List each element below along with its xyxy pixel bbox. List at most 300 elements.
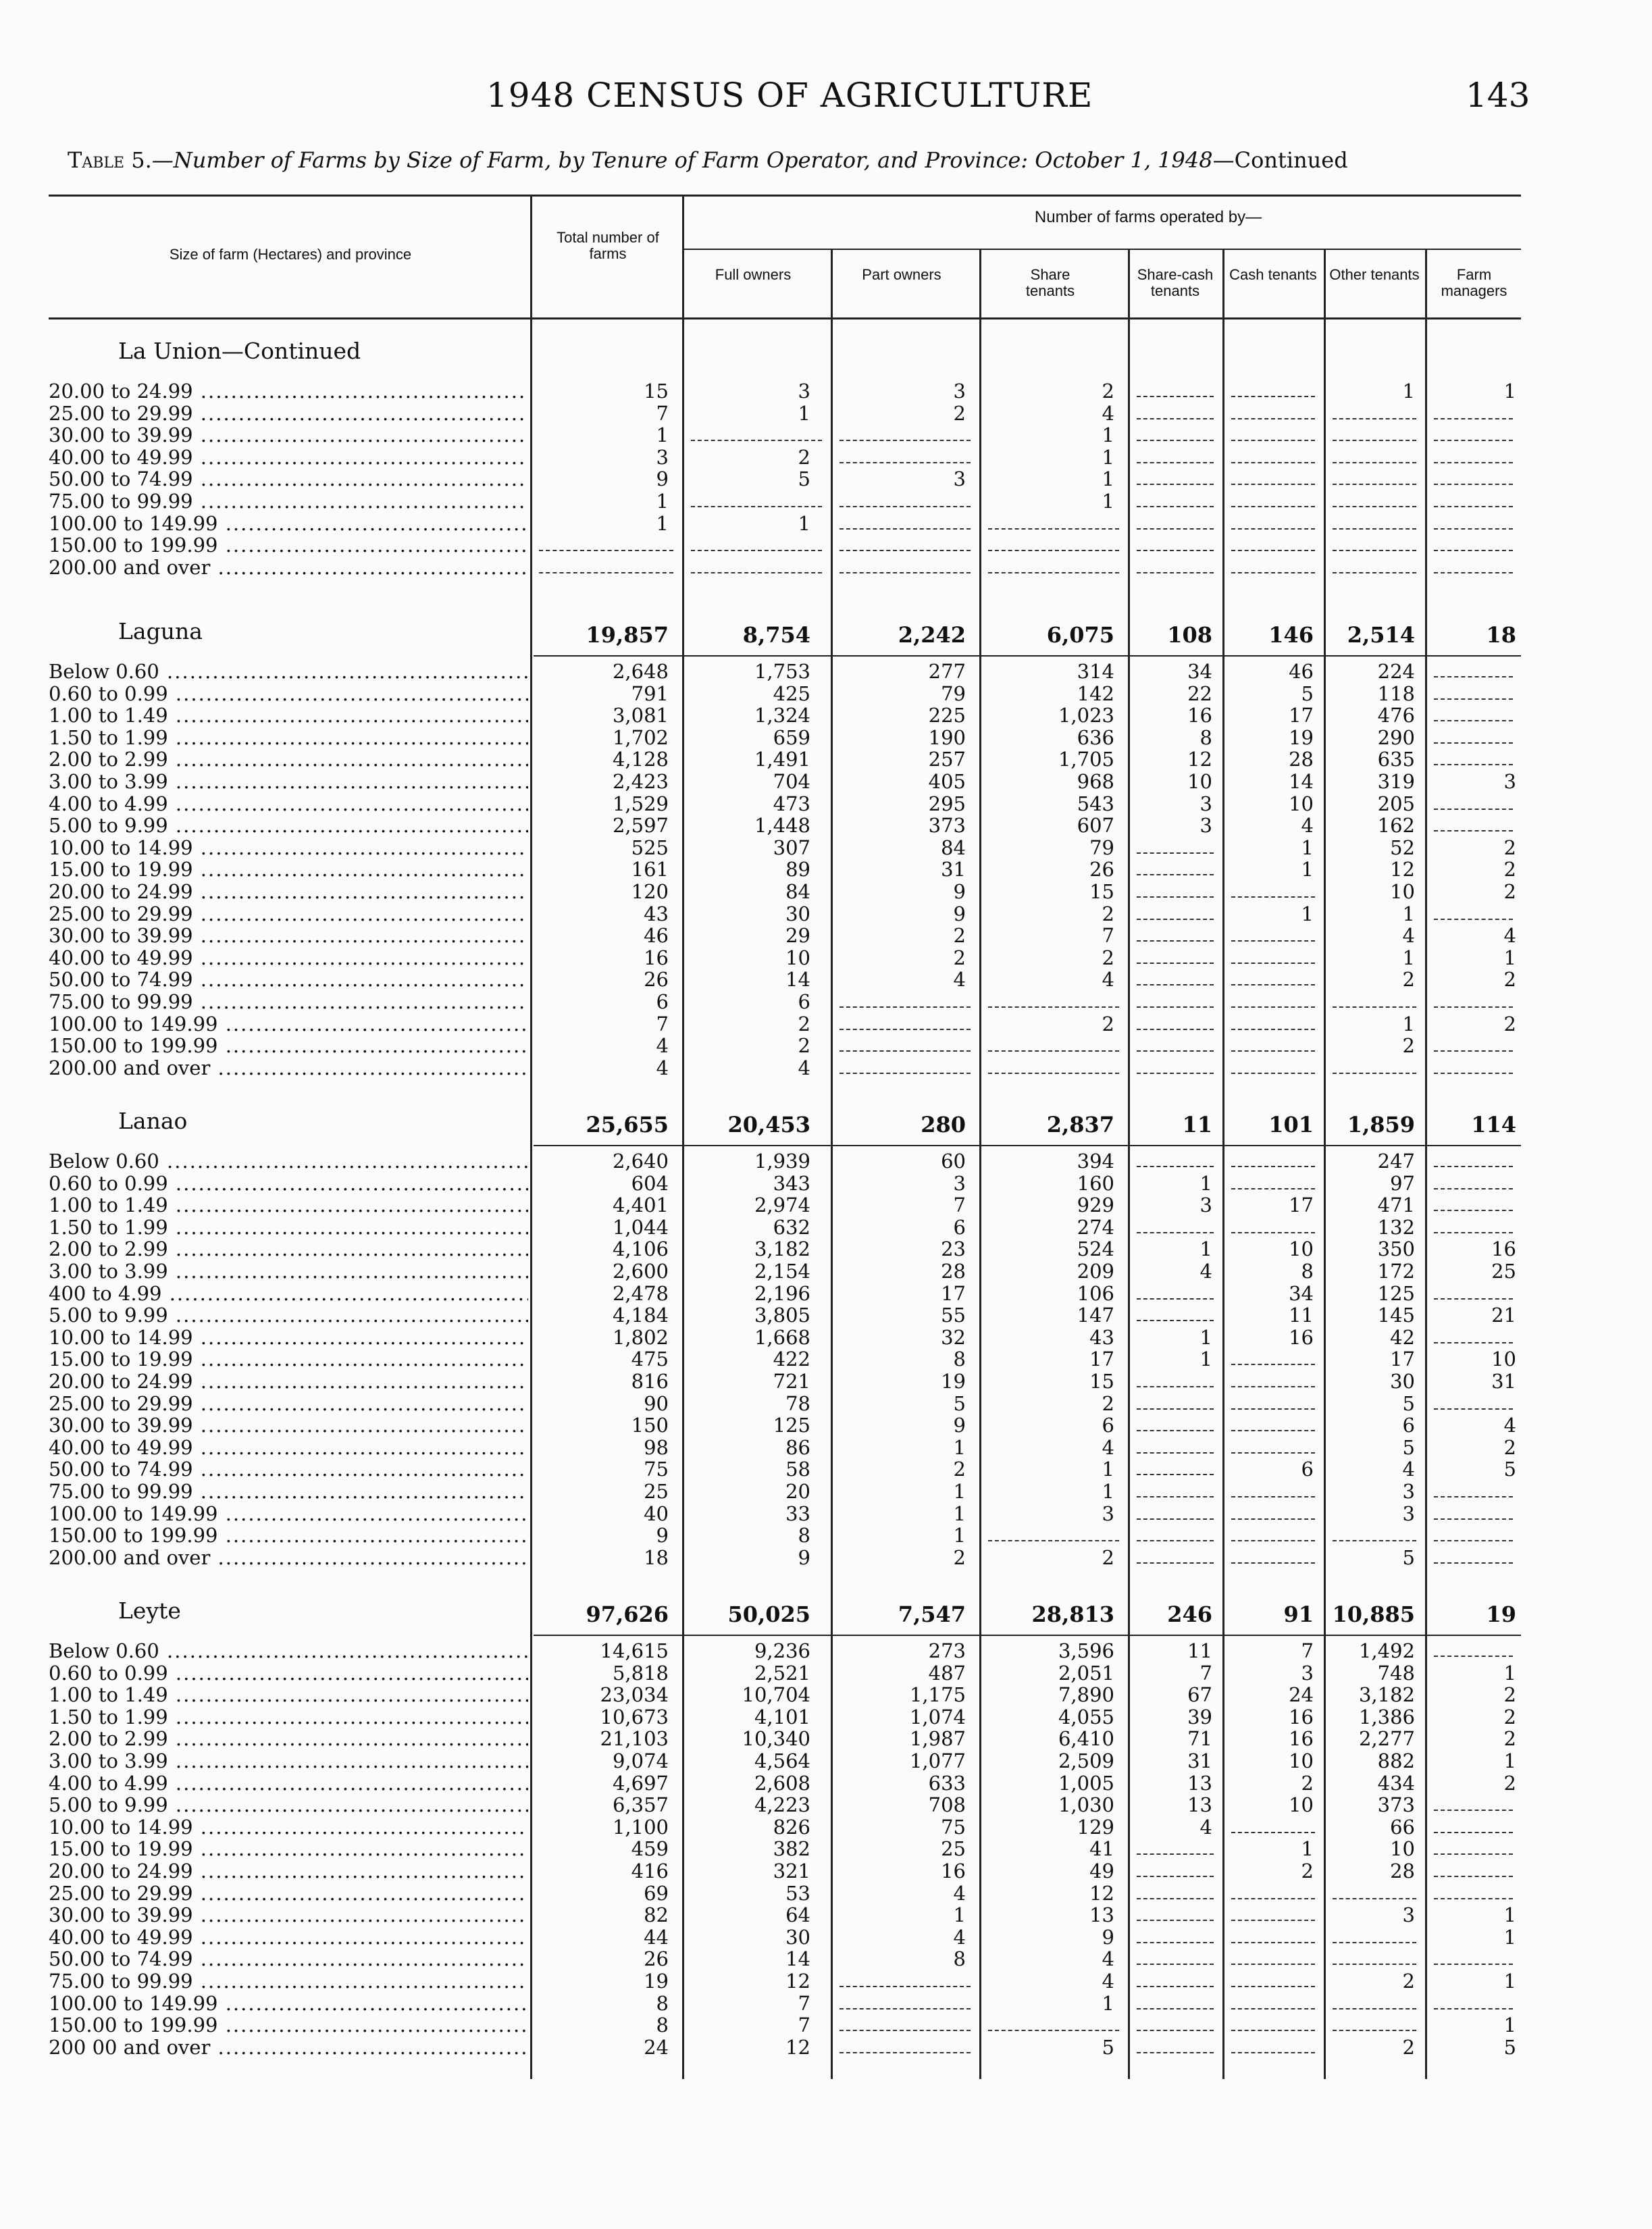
table-cell: 67 [1187,1683,1212,1707]
table-cell: 4 [1199,1815,1212,1839]
table-cell: 3,596 [1058,1639,1114,1662]
table-cell: 4 [1301,814,1314,838]
table-cell: 9 [953,902,966,925]
table-cell: 5 [1301,682,1314,705]
empty-cell-leader [1231,2008,1315,2009]
table-cell: 17 [941,1281,966,1305]
table-cell: 19 [1289,725,1314,749]
table-cell: 2 [1102,1012,1114,1035]
table-cell: 1 [1301,1837,1314,1861]
table-cell: 319 [1377,770,1415,793]
col-divider [979,249,981,2079]
table-cell: 2 [1503,1683,1516,1707]
empty-cell-leader [1137,1050,1214,1052]
empty-cell-leader [1231,1166,1315,1167]
table-cell: 9 [798,1545,810,1569]
empty-cell-leader [1137,1964,1214,1965]
table-cell: 14,615 [600,1639,669,1662]
table-cell: 1 [1199,1348,1212,1371]
province-total: 19,857 [586,622,669,648]
size-class-label: 2.00 to 2.99 ..... [49,748,528,771]
empty-cell-leader [1231,1364,1315,1365]
table-cell: 2 [953,1545,966,1569]
table-cell: 659 [773,725,810,749]
empty-cell-leader [1231,1050,1315,1052]
table-cell: 604 [631,1171,669,1195]
empty-cell-leader [1137,1920,1214,1921]
empty-cell-leader [1434,1232,1513,1233]
table-cell: 7 [656,1012,669,1035]
empty-cell-leader [1137,1540,1214,1541]
table-cell: 5 [1503,2035,1516,2059]
empty-cell-leader [1333,572,1416,573]
table-cell: 1 [953,1524,966,1547]
province-total: 97,626 [586,1602,669,1627]
empty-cell-leader [1434,1298,1513,1300]
table-cell: 476 [1377,704,1415,727]
empty-cell-leader [1231,396,1315,397]
empty-cell-leader [1434,809,1513,810]
table-cell: 129 [1077,1815,1114,1839]
table-cell: 2 [1503,1727,1516,1751]
table-cell: 3 [953,380,966,403]
table-cell: 1 [1503,2014,1516,2037]
empty-cell-leader [1137,418,1214,419]
table-cell: 30 [785,1925,810,1949]
size-class-label: 50.00 to 74.99 ..... [49,467,528,490]
empty-cell-leader [1333,1964,1416,1965]
table-cell: 473 [773,792,810,815]
table-cell: 28 [1390,1860,1415,1882]
table-cell: 58 [785,1458,810,1481]
table-cell: 24 [1289,1683,1314,1707]
table-cell: 1 [1503,1925,1516,1949]
table-cell: 31 [1491,1370,1516,1393]
table-cell: 78 [785,1391,810,1415]
empty-cell-leader [1231,1408,1315,1410]
table-top-rule [49,195,1521,197]
table-cell: 1,448 [754,814,810,838]
table-cell: 3,182 [754,1237,810,1261]
table-cell: 632 [773,1215,810,1239]
size-class-label: 200.00 and over ..... [49,556,528,579]
table-cell: 721 [773,1370,810,1393]
table-cell: 75 [644,1458,669,1481]
table-cell: 53 [785,1881,810,1905]
table-cell: 3 [1402,1502,1415,1525]
empty-cell-leader [1231,1920,1315,1921]
table-cell: 4 [656,1056,669,1079]
table-cell: 2,051 [1058,1661,1114,1685]
table-cell: 4,697 [612,1771,669,1795]
empty-cell-leader [1434,764,1513,765]
size-class-label: 75.00 to 99.99 ..... [49,990,528,1013]
table-cell: 12 [1089,1881,1114,1905]
table-cell: 2,509 [1058,1749,1114,1772]
table-cell: 350 [1377,1237,1415,1261]
empty-cell-leader [1434,462,1513,463]
table-cell: 1 [656,490,669,513]
table-cell: 373 [1377,1793,1415,1817]
table-cell: 52 [1390,836,1415,859]
table-cell: 471 [1377,1194,1415,1217]
empty-cell-leader [1434,1656,1513,1657]
table-cell: 307 [773,836,810,859]
total-column-heading: Total number of farms [557,229,659,262]
table-cell: 16 [1289,1727,1314,1751]
table-cell: 416 [631,1860,669,1882]
table-cell: 2,154 [754,1260,810,1283]
empty-cell-leader [1231,1540,1315,1541]
table-cell: 6 [656,990,669,1013]
table-cell: 704 [773,770,810,793]
empty-cell-leader [1333,2008,1416,2009]
table-cell: 1 [1102,490,1114,513]
table-cell: 2 [953,1458,966,1481]
table-cell: 75 [941,1815,966,1839]
size-class-label: 1.00 to 1.49 ..... [49,1683,528,1706]
size-class-label: 3.00 to 3.99 ..... [49,770,528,793]
table-cell: 2,640 [612,1150,669,1173]
empty-cell-leader [1434,528,1513,530]
table-cell: 2 [1402,2035,1415,2059]
table-cell: 633 [928,1771,966,1795]
table-cell: 3 [1503,770,1516,793]
size-class-label: 15.00 to 19.99 ..... [49,858,528,881]
size-column-heading: Size of farm (Hectares) and province [169,246,412,263]
table-cell: 4 [656,1034,669,1058]
province-total: 6,075 [1046,622,1114,648]
col-divider [831,249,833,2079]
table-cell: 5 [798,467,810,491]
table-cell: 1 [798,401,810,425]
table-cell: 106 [1077,1281,1114,1305]
other-tenants-heading: Other tenants [1329,266,1420,283]
empty-cell-leader [988,550,1119,551]
table-cell: 5 [1102,2035,1114,2059]
empty-cell-leader [1137,396,1214,397]
table-cell: 209 [1077,1260,1114,1283]
table-cell: 132 [1377,1215,1415,1239]
empty-cell-leader [1137,919,1214,920]
empty-cell-leader [1434,1050,1513,1052]
table-cell: 3 [953,1171,966,1195]
table-cell: 14 [785,968,810,992]
table-cell: 160 [1077,1171,1114,1195]
table-cell: 10 [1289,792,1314,815]
table-cell: 225 [928,704,966,727]
empty-cell-leader [1333,506,1416,507]
table-cell: 2 [1102,1545,1114,1569]
size-class-label: 100.00 to 149.99 ..... [49,1992,528,2015]
total-underline [534,655,1521,657]
table-cell: 295 [928,792,966,815]
empty-cell-leader [691,506,822,507]
table-cell: 162 [1377,814,1415,838]
table-cell: 4 [1503,1414,1516,1437]
empty-cell-leader [1137,1898,1214,1899]
empty-cell-leader [1137,1942,1214,1943]
table-cell: 2 [953,924,966,948]
empty-cell-leader [1231,2030,1315,2031]
table-cell: 2,597 [612,814,669,838]
table-cell: 290 [1377,725,1415,749]
table-cell: 41 [1089,1837,1114,1861]
empty-cell-leader [840,440,971,441]
empty-cell-leader [988,528,1119,530]
empty-cell-leader [1231,1898,1315,1899]
table-cell: 405 [928,770,966,793]
table-cell: 24 [644,2035,669,2059]
table-cell: 15 [1089,1370,1114,1393]
table-cell: 791 [631,682,669,705]
table-cell: 46 [1289,660,1314,683]
empty-cell-leader [1231,1232,1315,1233]
table-cell: 2 [798,1034,810,1058]
size-class-label: 5.00 to 9.99 ..... [49,814,528,837]
table-cell: 434 [1377,1771,1415,1795]
table-cell: 7 [798,2014,810,2037]
empty-cell-leader [1137,2052,1214,2053]
table-cell: 12 [1187,748,1212,771]
table-cell: 3 [798,380,810,403]
table-cell: 1 [1102,467,1114,491]
table-cell: 11 [1187,1639,1212,1662]
empty-cell-leader [1434,919,1513,920]
empty-cell-leader [1231,1430,1315,1431]
table-cell: 2 [1102,380,1114,403]
size-class-label: 150.00 to 199.99 ..... [49,1034,528,1057]
empty-cell-leader [1137,1853,1214,1855]
province-total: 101 [1268,1112,1314,1137]
empty-cell-leader [1434,1073,1513,1074]
empty-cell-leader [1231,984,1315,985]
table-cell: 2 [798,1012,810,1035]
table-cell: 10,673 [600,1705,669,1728]
table-cell: 60 [941,1150,966,1173]
empty-cell-leader [1434,506,1513,507]
empty-cell-leader [1231,1942,1315,1943]
table-cell: 142 [1077,682,1114,705]
table-cell: 1 [1301,902,1314,925]
size-class-label: 10.00 to 14.99 ..... [49,836,528,859]
col-divider [1425,249,1427,2079]
empty-cell-leader [1137,1452,1214,1454]
empty-cell-leader [1333,1942,1416,1943]
empty-cell-leader [1434,418,1513,419]
table-cell: 66 [1390,1815,1415,1839]
province-total: 2,242 [898,622,966,648]
empty-cell-leader [1137,1474,1214,1475]
empty-cell-leader [1231,1073,1315,1074]
table-cell: 8 [953,1348,966,1371]
empty-cell-leader [1333,462,1416,463]
table-cell: 10 [1289,1793,1314,1817]
table-cell: 2 [1402,968,1415,992]
table-cell: 71 [1187,1727,1212,1751]
table-cell: 224 [1377,660,1415,683]
table-cell: 1,939 [754,1150,810,1173]
table-cell: 2 [1503,968,1516,992]
table-cell: 3 [1199,814,1212,838]
empty-cell-leader [1333,484,1416,485]
size-class-label: 75.00 to 99.99 ..... [49,1480,528,1503]
table-cell: 257 [928,748,966,771]
table-cell: 8 [953,1947,966,1971]
empty-cell-leader [1231,1386,1315,1387]
table-cell: 4,106 [612,1237,669,1261]
size-class-label: 20.00 to 24.99 ..... [49,380,528,403]
table-cell: 10 [1289,1237,1314,1261]
table-cell: 8 [798,1524,810,1547]
table-cell: 3 [656,445,669,469]
table-cell: 4,564 [754,1749,810,1772]
empty-cell-leader [1434,1876,1513,1877]
table-cell: 9 [1102,1925,1114,1949]
table-cell: 4,128 [612,748,669,771]
empty-cell-leader [840,1050,971,1052]
size-class-label: 1.50 to 1.99 ..... [49,1216,528,1239]
table-cell: 44 [644,1925,669,1949]
table-cell: 55 [941,1304,966,1327]
size-class-label: Below 0.60 ..... [49,1150,528,1173]
empty-cell-leader [1434,1964,1513,1965]
table-cell: 15 [1089,880,1114,903]
size-class-label: 40.00 to 49.99 ..... [49,446,528,469]
header-bottom-rule [49,317,1521,319]
empty-cell-leader [840,528,971,530]
table-cell: 968 [1077,770,1114,793]
province-total: 18 [1486,622,1516,648]
table-cell: 1,074 [909,1705,966,1728]
size-class-label: 150.00 to 199.99 ..... [49,2014,528,2036]
table-cell: 10 [1187,770,1212,793]
table-cell: 2,974 [754,1194,810,1217]
caption-label: Table 5. [68,147,152,173]
empty-cell-leader [840,550,971,551]
empty-cell-leader [840,2008,971,2009]
table-cell: 1,705 [1058,748,1114,771]
table-cell: 40 [644,1502,669,1525]
table-cell: 459 [631,1837,669,1861]
table-cell: 42 [1390,1325,1415,1349]
province-total: 1,859 [1347,1112,1415,1137]
province-name: Leyte [118,1597,181,1624]
table-cell: 1,753 [754,660,810,683]
table-cell: 8 [1199,725,1212,749]
table-cell: 20 [785,1480,810,1503]
table-cell: 343 [773,1171,810,1195]
empty-cell-leader [1137,874,1214,875]
empty-cell-leader [1137,1232,1214,1233]
table-cell: 5 [1402,1545,1415,1569]
table-cell: 86 [785,1435,810,1459]
empty-cell-leader [691,440,822,441]
table-cell: 15 [644,380,669,403]
empty-cell-leader [1434,1006,1513,1008]
empty-cell-leader [1434,1166,1513,1167]
empty-cell-leader [1231,1006,1315,1008]
table-cell: 2,521 [754,1661,810,1685]
table-cell: 3 [1199,792,1212,815]
empty-cell-leader [1137,1386,1214,1387]
province-total: 50,025 [727,1602,810,1627]
table-cell: 2,277 [1358,1727,1415,1751]
table-caption [68,147,1348,173]
empty-cell-leader [1434,572,1513,573]
table-cell: 314 [1077,660,1114,683]
table-cell: 2,648 [612,660,669,683]
table-cell: 25 [941,1837,966,1861]
size-class-label: 3.00 to 3.99 ..... [49,1260,528,1283]
table-cell: 17 [1089,1348,1114,1371]
size-class-label: 1.00 to 1.49 ..... [49,1194,528,1216]
table-cell: 89 [785,858,810,881]
size-class-label: 75.00 to 99.99 ..... [49,490,528,513]
province-total: 2,837 [1046,1112,1114,1137]
table-cell: 2,423 [612,770,669,793]
table-cell: 49 [1089,1860,1114,1882]
province-total: 146 [1268,622,1314,648]
table-cell: 13 [1089,1903,1114,1927]
table-cell: 25 [1491,1260,1516,1283]
empty-cell-leader [1434,742,1513,744]
empty-cell-leader [1231,1832,1315,1833]
size-class-label: 40.00 to 49.99 ..... [49,1436,528,1459]
empty-cell-leader [1137,1029,1214,1030]
empty-cell-leader [1333,1006,1416,1008]
table-cell: 1 [1503,1749,1516,1772]
table-cell: 1 [1503,1661,1516,1685]
table-cell: 2 [1503,1771,1516,1795]
empty-cell-leader [840,572,971,573]
size-class-label: 200.00 and over ..... [49,1056,528,1079]
empty-cell-leader [840,2052,971,2053]
size-class-label: 20.00 to 24.99 ..... [49,880,528,903]
table-cell: 6 [1102,1414,1114,1437]
table-cell: 84 [785,880,810,903]
table-cell: 1,491 [754,748,810,771]
table-cell: 2 [1503,858,1516,881]
table-cell: 16 [1187,704,1212,727]
table-cell: 4 [1402,1458,1415,1481]
table-cell: 2 [798,445,810,469]
table-cell: 525 [631,836,669,859]
empty-cell-leader [1231,940,1315,942]
empty-cell-leader [1231,462,1315,463]
subhead-rule [682,249,1521,250]
empty-cell-leader [1434,1540,1513,1541]
table-cell: 9,074 [612,1749,669,1772]
size-class-label: 75.00 to 99.99 ..... [49,1970,528,1993]
size-class-label: 0.60 to 0.99 ..... [49,1172,528,1195]
table-cell: 31 [941,858,966,881]
table-cell: 524 [1077,1237,1114,1261]
size-class-label: 15.00 to 19.99 ..... [49,1348,528,1370]
table-cell: 11 [1289,1304,1314,1327]
caption-suffix: —Continued [1212,147,1348,173]
table-cell: 1,100 [612,1815,669,1839]
table-cell: 1 [1102,1480,1114,1503]
table-cell: 1,987 [909,1727,966,1751]
table-cell: 125 [1377,1281,1415,1305]
table-cell: 1 [1402,902,1415,925]
empty-cell-leader [1434,1210,1513,1211]
table-cell: 5 [953,1391,966,1415]
empty-cell-leader [840,1986,971,1987]
table-cell: 17 [1390,1348,1415,1371]
table-cell: 3,081 [612,704,669,727]
